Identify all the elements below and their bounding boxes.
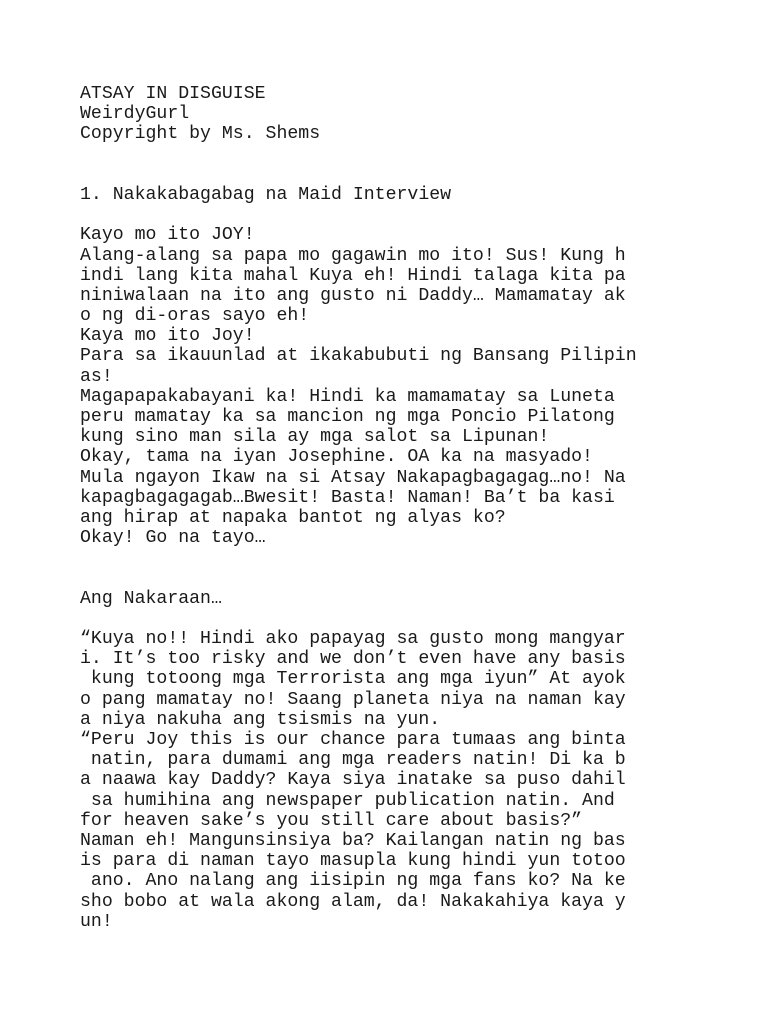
section-one-body bbox=[80, 225, 740, 548]
body-line: Kayo mo ito JOY! bbox=[80, 225, 255, 246]
body-line: is para di naman tayo masupla kung hindi yun totoo bbox=[80, 851, 626, 872]
spacer bbox=[80, 205, 740, 225]
body-line: natin, para dumami ang mga readers natin! Di ka b bbox=[80, 750, 626, 771]
body-line: ang hirap at napaka bantot ng alyas ko? bbox=[80, 507, 506, 528]
body-line: sa humihina ang newspaper publication natin. And bbox=[80, 790, 615, 811]
section-heading: Ang Nakaraan… bbox=[80, 588, 222, 609]
body-line: as! bbox=[80, 366, 113, 387]
section-two-body bbox=[80, 629, 740, 932]
body-line: Okay! Go na tayo… bbox=[80, 528, 266, 549]
body-line: peru mamatay ka sa mancion ng mga Poncio Pilatong bbox=[80, 407, 615, 428]
body-line: kung totoong mga Terrorista ang mga iyun” At ayok bbox=[80, 669, 626, 690]
body-line: kung sino man sila ay mga salot sa Lipunan! bbox=[80, 427, 550, 448]
body-line: Alang-alang sa papa mo gagawin mo ito! Sus! Kung h bbox=[80, 245, 626, 266]
body-line: o pang mamatay no! Saang planeta niya na naman kay bbox=[80, 689, 626, 710]
document-title: ATSAY IN DISGUISE bbox=[80, 84, 266, 104]
body-line: Okay, tama na iyan Josephine. OA ka na masyado! bbox=[80, 447, 593, 468]
body-line: “Kuya no!! Hindi ako papayag sa gusto mong mangyar bbox=[80, 629, 626, 650]
document-page bbox=[80, 84, 740, 932]
body-line: “Peru Joy this is our chance para tumaas ang binta bbox=[80, 730, 626, 751]
body-line: indi lang kita mahal Kuya eh! Hindi talaga kita pa bbox=[80, 265, 626, 286]
chapter-heading: 1. Nakakabagabag na Maid Interview bbox=[80, 184, 452, 205]
spacer bbox=[80, 609, 740, 629]
body-line: Para sa ikauunlad at ikakabubuti ng Bansang Pilipin bbox=[80, 346, 637, 367]
body-line: o ng di-oras sayo eh! bbox=[80, 306, 310, 327]
body-line: i. It’s too risky and we don’t even have any basis bbox=[80, 649, 626, 670]
document-author: WeirdyGurl bbox=[80, 104, 190, 125]
body-line: Magapapakabayani ka! Hindi ka mamamatay sa Luneta bbox=[80, 386, 615, 407]
body-line: Mula ngayon Ikaw na si Atsay Nakapagbagagag…no! Na bbox=[80, 467, 626, 488]
spacer bbox=[80, 145, 740, 185]
body-line: Kaya mo ito Joy! bbox=[80, 326, 255, 347]
body-line: niniwalaan na ito ang gusto ni Daddy… Mamamatay ak bbox=[80, 285, 626, 306]
body-line: un! bbox=[80, 911, 113, 932]
body-line: ano. Ano nalang ang iisipin ng mga fans ko? Na ke bbox=[80, 871, 626, 892]
body-line: a niya nakuha ang tsismis na yun. bbox=[80, 709, 441, 730]
document-copyright: Copyright by Ms. Shems bbox=[80, 124, 321, 145]
body-line: for heaven sake’s you still care about basis?” bbox=[80, 810, 583, 831]
body-line: sho bobo at wala akong alam, da! Nakakahiya kaya y bbox=[80, 891, 626, 912]
body-line: kapagbagagagab…Bwesit! Basta! Naman! Ba’t ba kasi bbox=[80, 487, 615, 508]
spacer bbox=[80, 548, 740, 588]
body-line: a naawa kay Daddy? Kaya siya inatake sa puso dahil bbox=[80, 770, 626, 791]
body-line: Naman eh! Mangunsinsiya ba? Kailangan natin ng bas bbox=[80, 830, 626, 851]
